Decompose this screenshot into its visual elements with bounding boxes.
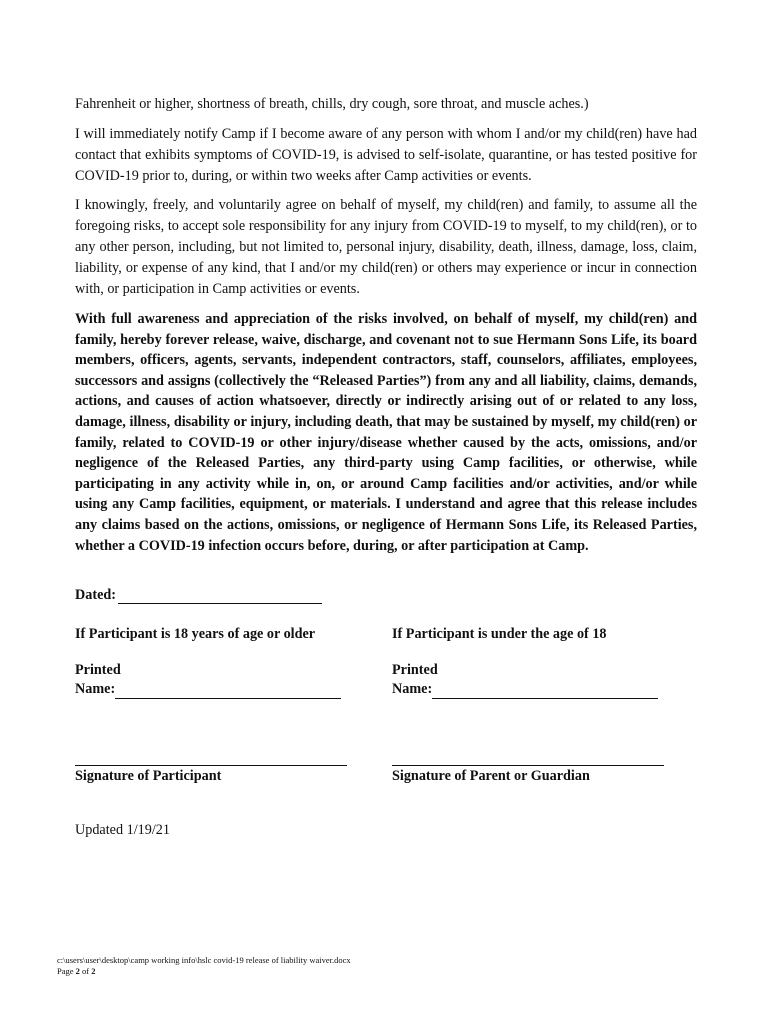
minor-name-label: Name: [392,681,433,697]
adult-name-input-line[interactable] [115,684,341,699]
minor-signature-label: Signature of Parent or Guardian [392,768,590,784]
notify-paragraph: I will immediately notify Camp if I become aware of any person with whom I and/or my child(ren) have had contact that exhibits symptoms of COVID-19, is advised to self-isolate, quarantine, or has tested positive for COVID-19 prior to, during, or within two weeks after Camp activities or events. [75,126,697,184]
continuation-paragraph: Fahrenheit or higher, shortness of breath, chills, dry cough, sore throat, and muscle aches.) [75,96,589,112]
minor-name-input-line[interactable] [432,684,658,699]
release-paragraph: With full awareness and appreciation of the risks involved, on behalf of myself, my child(ren) and family, hereby forever release, waive, discharge, and covenant not to sue Hermann Sons Life, its board members, officers, agents, servants, independent contractors, staff, counselors, affiliates, employees, successors and assigns (collectively the “Released Parties”) from any and all liability, claims, demands, actions, and causes of action whatsoever, directly or indirectly arising out of or related to any loss, damage, illness, disability or injury, including death, that may be sustained by myself, my child(ren) or family, related to COVID-19 or other injury/disease whether caused by the acts, omissions, and/or negligence of the Released Parties, any third-party using Camp facilities, or otherwise, while participating in any activity while in, on, or around Camp facilities and/or activities, and/or while using any Camp facilities, equipment, or materials. I understand and agree that this release includes any claims based on the actions, omissions, or negligence of Hermann Sons Life, its Released Parties, whether a COVID-19 infection occurs before, during, or after participation at Camp. [75,311,697,554]
adult-heading: If Participant is 18 years of age or older [75,626,316,642]
dated-label: Dated: [75,587,116,603]
assume-risk-paragraph: I knowingly, freely, and voluntarily agree on behalf of myself, my child(ren) and family, to assume all the foregoing risks, to accept sole responsibility for any injury from COVID-19 to myself, to my child(ren), or to any other person, including, but not limited to, personal injury, disability, death, illness, damage, loss, claim, liability, or expense of any kind, that I and/or my child(ren) or others may experience or incur in connection with, or participation in Camp activities or events. [75,197,697,297]
minor-heading: If Participant is under the age of 18 [392,626,607,642]
adult-signature-line[interactable] [75,765,347,766]
adult-printed-name-field [75,661,341,699]
adult-printed-label: Printed [75,662,121,678]
file-path: c:\users\user\desktop\camp working info\hslc covid-19 release of liability waiver.docx [57,955,351,965]
dated-input-line[interactable] [118,589,322,604]
minor-signature-line[interactable] [392,765,664,766]
page-number: Page 2 of 2 [57,966,96,976]
adult-name-label: Name: [75,681,116,697]
minor-printed-name-field [392,661,658,699]
minor-printed-label: Printed [392,662,438,678]
page-footer [57,955,351,977]
dated-field [75,587,322,604]
adult-signature-label: Signature of Participant [75,768,222,784]
updated-date: Updated 1/19/21 [75,822,170,838]
